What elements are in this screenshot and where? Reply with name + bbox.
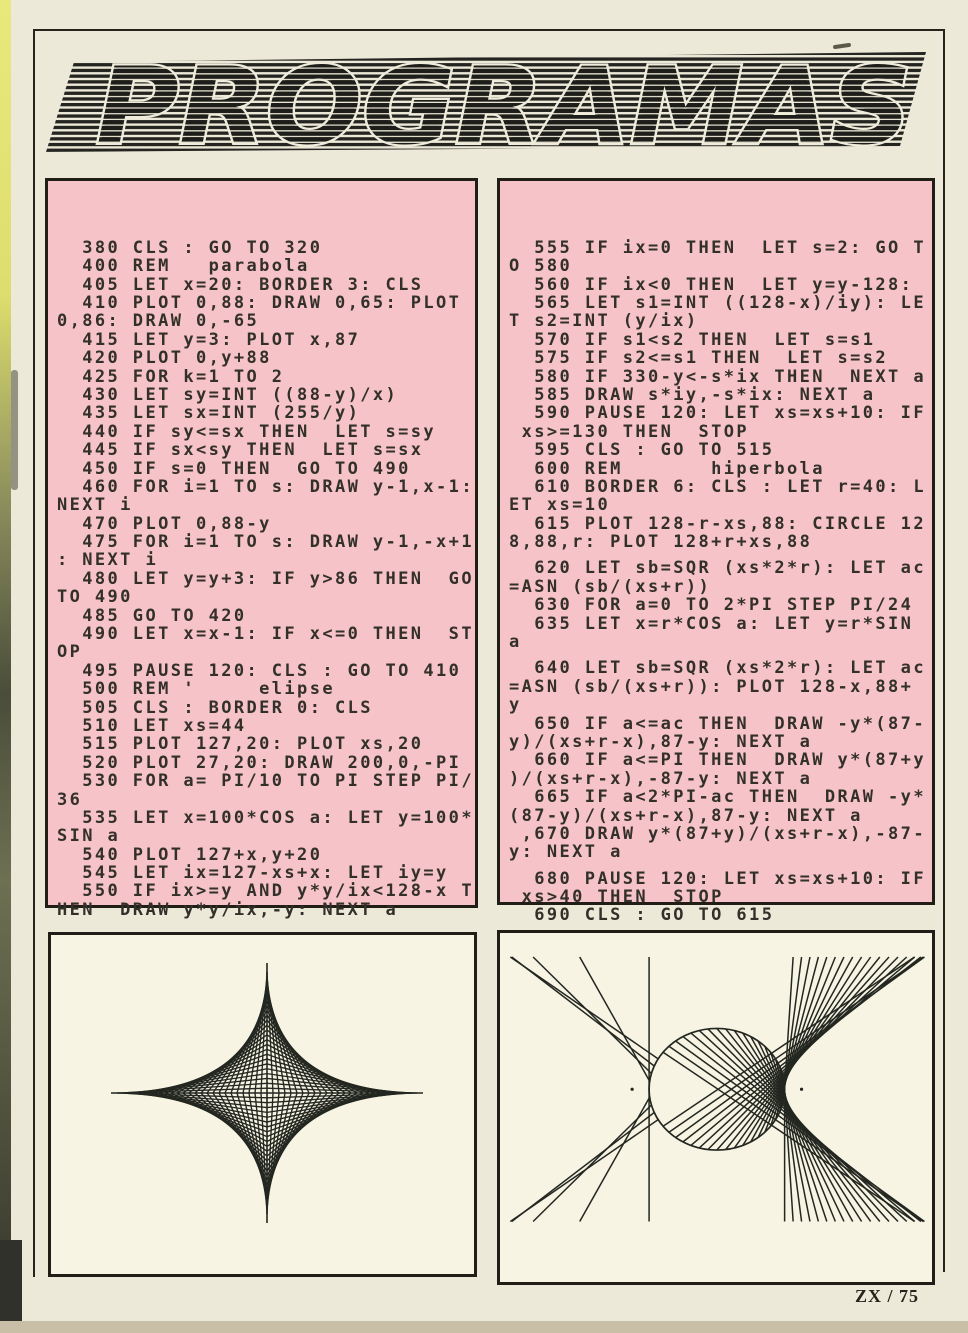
code-line: xs>=130 THEN STOP [509, 421, 750, 442]
code-line: 405 LET x=20: BORDER 3: CLS [57, 274, 424, 295]
hyperbola-plot [500, 933, 932, 1282]
code-line: 0,86: DRAW 0,-65 [57, 311, 260, 332]
plot-line [669, 1046, 923, 1221]
code-line: HEN DRAW y*y/ix,-y: NEXT a [57, 899, 399, 920]
code-line: 575 IF s2<=s1 THEN LET s=s2 [509, 348, 889, 369]
code-line: 500 REM ' elipse [57, 679, 335, 700]
code-line: =ASN (sb/(xs+r)) [509, 576, 712, 597]
code-line: 460 FOR i=1 TO s: DRAW y-1,x-1: [57, 476, 474, 497]
plot-line [533, 957, 651, 1074]
code-line: 640 LET sb=SQR (xs*2*r): LET ac [509, 658, 926, 679]
code-line: 530 FOR a= PI/10 TO PI STEP PI/ [57, 771, 474, 792]
code-line: 565 LET s1=INT ((128-x)/iy): LE [509, 292, 926, 313]
code-line: ,670 DRAW y*(87+y)/(xs+r-x),-87- [509, 823, 926, 844]
code-line: ET xs=10 [509, 495, 611, 516]
code-line: O 580 [509, 256, 573, 277]
code-line: 380 CLS : GO TO 320 [57, 237, 323, 258]
code-line: 480 LET y=y+3: IF y>86 THEN GO [57, 568, 474, 589]
code-line: T s2=INT (y/ix) [509, 311, 699, 332]
plot-line [512, 1113, 655, 1222]
code-line: 8,88,r: PLOT 128+r+xs,88 [509, 532, 813, 553]
code-line: 495 PAUSE 120: CLS : GO TO 410 [57, 660, 462, 681]
code-line: )/(xs+r-x),-87-y: NEXT a [509, 768, 813, 789]
code-line: 650 IF a<=ac THEN DRAW -y*(87- [509, 713, 926, 734]
edge-smudge [11, 370, 18, 490]
code-line: OP [57, 642, 83, 663]
code-line: 470 PLOT 0,88-y [57, 513, 272, 534]
plot-line [533, 1105, 651, 1222]
page-frame-right [943, 29, 945, 1272]
astroid-plot [51, 935, 474, 1274]
code-line: y)/(xs+r-x),87-y: NEXT a [509, 731, 813, 752]
page-corner-shadow [0, 1240, 22, 1333]
code-line: xs>40 THEN STOP [509, 887, 724, 908]
plot-line [676, 957, 925, 1137]
code-line: 400 REM parabola [57, 256, 310, 277]
code-line: 430 LET sy=INT ((88-y)/x) [57, 384, 399, 405]
page-edge-bottom [0, 1321, 968, 1333]
code-line: 585 DRAW s*iy,-s*ix: NEXT a [509, 384, 876, 405]
plot-point [800, 1088, 803, 1091]
code-panel-right [497, 178, 935, 926]
code-listing [500, 218, 932, 925]
plot-point [631, 1088, 634, 1091]
code-line: 520 PLOT 27,20: DRAW 200,0,-PI [57, 752, 462, 773]
code-line: 600 REM hiperbola [509, 458, 825, 479]
code-line: 570 IF s1<s2 THEN LET s=s1 [509, 329, 876, 350]
code-line: 595 CLS : GO TO 515 [509, 440, 775, 461]
code-line: y: NEXT a [509, 842, 623, 863]
page-edge-left [0, 0, 11, 1333]
code-line: 420 PLOT 0,y+88 [57, 348, 272, 369]
plot-line [765, 957, 836, 1132]
code-line: 540 PLOT 127+x,y+20 [57, 844, 323, 865]
code-line: 680 PAUSE 120: LET xs=xs+10: IF [509, 868, 926, 889]
code-line: 660 IF a<=PI THEN DRAW y*(87+y [509, 750, 926, 771]
code-line: 415 LET y=3: PLOT x,87 [57, 329, 361, 350]
code-line: a [509, 632, 522, 653]
code-line: 490 LET x=x-1: IF x<=0 THEN ST [57, 624, 474, 645]
code-line: 505 CLS : BORDER 0: CLS [57, 697, 373, 718]
code-line: : NEXT i [57, 550, 159, 571]
code-line: 615 PLOT 128-r-xs,88: CIRCLE 12 [509, 513, 926, 534]
code-line: 510 LET xs=44 [57, 715, 247, 736]
code-line: 555 IF ix=0 THEN LET s=2: GO T [509, 237, 926, 258]
footer-page-number: ZX / 75 [855, 1286, 920, 1306]
code-line: 410 PLOT 0,88: DRAW 0,65: PLOT [57, 292, 462, 313]
code-line: 445 IF sx<sy THEN LET s=sx [57, 440, 424, 461]
code-line: TO 490 [57, 587, 133, 608]
plot-line [669, 957, 923, 1132]
code-line: 485 GO TO 420 [57, 605, 247, 626]
code-line: 560 IF ix<0 THEN LET y=y-128: [509, 274, 914, 295]
code-line: 665 IF a<2*PI-ac THEN DRAW -y* [509, 787, 926, 808]
plot-line [510, 957, 658, 1059]
page-frame-top [33, 29, 945, 31]
code-line: (87-y)/(xs+r-x),87-y: NEXT a [509, 805, 863, 826]
code-line: 450 IF s=0 THEN GO TO 490 [57, 458, 411, 479]
code-line: 425 FOR k=1 TO 2 [57, 366, 285, 387]
code-line: 475 FOR i=1 TO s: DRAW y-1,-x+1 [57, 532, 474, 553]
code-line: NEXT i [57, 495, 133, 516]
code-line: 545 LET ix=127-xs+x: LET iy=y [57, 863, 449, 884]
code-line: y [509, 695, 522, 716]
code-line: =ASN (sb/(xs+r)): PLOT 128-x,88+ [509, 676, 914, 697]
masthead-logo [44, 45, 940, 168]
code-line: 550 IF ix>=y AND y*y/ix<128-x T [57, 881, 474, 902]
code-line: 440 IF sy<=sx THEN LET s=sy [57, 421, 437, 442]
code-line: 590 PAUSE 120: LET xs=xs+10: IF [509, 403, 926, 424]
plot-line [765, 1046, 836, 1221]
code-line: 515 PLOT 127,20: PLOT xs,20 [57, 734, 424, 755]
code-line: 635 LET x=r*COS a: LET y=r*SIN [509, 613, 914, 634]
page-frame-left [33, 29, 35, 1277]
code-listing [48, 218, 475, 919]
code-line: 620 LET sb=SQR (xs*2*r): LET ac [509, 558, 926, 579]
figure-panel-right [497, 930, 935, 1285]
code-panel-left [45, 178, 478, 920]
code-line: 630 FOR a=0 TO 2*PI STEP PI/24 [509, 595, 914, 616]
plot-line [580, 957, 650, 1081]
code-line: SIN a [57, 826, 121, 847]
code-line: 690 CLS : GO TO 615 [509, 905, 775, 926]
code-line: 36 [57, 789, 83, 810]
code-line: 435 LET sx=INT (255/y) [57, 403, 361, 424]
code-line: 610 BORDER 6: CLS : LET r=40: L [509, 476, 926, 497]
plot-line [580, 1097, 650, 1221]
masthead-text: PROGRAMAS [96, 45, 912, 168]
code-line: 580 IF 330-y<-s*ix THEN NEXT a [509, 366, 926, 387]
code-line: 535 LET x=100*COS a: LET y=100* [57, 807, 474, 828]
figure-panel-left [48, 932, 477, 1277]
